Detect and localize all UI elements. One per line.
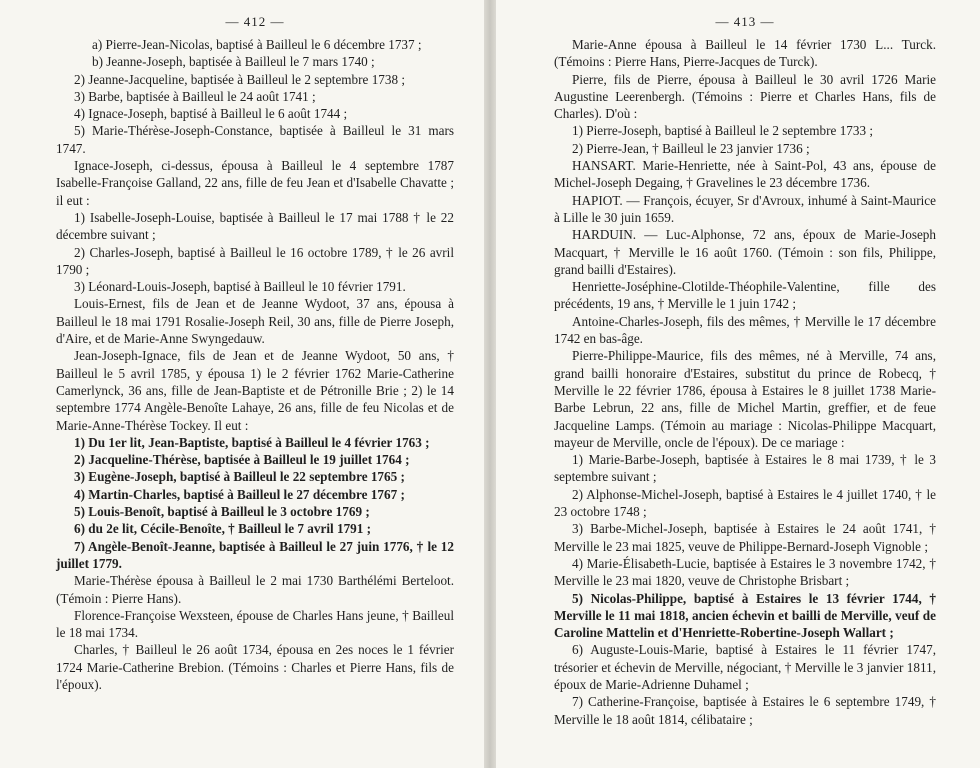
entry: 5) Louis-Benoît, baptisé à Bailleul le 3 octobre 1769 ; — [74, 504, 370, 520]
entry: 3) Eugène-Joseph, baptisé à Bailleul le 22 septembre 1765 ; — [74, 469, 405, 485]
entry: 1) Du 1er lit, Jean-Baptiste, baptisé à Bailleul le 4 février 1763 ; — [74, 434, 430, 450]
entry: Florence-Françoise Wexsteen, épouse de Charles Hans jeune, † Bailleul le 18 mai 1734. — [56, 607, 454, 641]
entry: 3) Léonard-Louis-Joseph, baptisé à Bailleul le 10 février 1791. — [74, 279, 406, 295]
entry: Louis-Ernest, fils de Jean et de Jeanne Wydoot, 37 ans, épousa à Bailleul le 18 mai 1791 Rosalie-Joseph Reil, 30 ans, fille de Pierre Joseph, d'Aire, et de Marie-Anne Swyngedauw. — [56, 296, 454, 347]
entry: 4) Ignace-Joseph, baptisé à Bailleul le 6 août 1744 ; — [74, 106, 348, 122]
entry: 2) Jacqueline-Thérèse, baptisée à Bailleul le 19 juillet 1764 ; — [74, 452, 410, 468]
left-page — [0, 0, 484, 768]
entry: Marie-Anne épousa à Bailleul le 14 février 1730 L... Turck. (Témoins : Pierre Hans, Pierre-Jacques de Turck). — [554, 37, 936, 70]
entry: Charles, † Bailleul le 26 août 1734, épousa en 2es noces le 1 février 1724 Marie-Catherine Brebion. (Témoins : Charles et Pierre Hans, fils de l'époux). — [56, 642, 454, 692]
entry: 5) Nicolas-Philippe, baptisé à Estaires le 13 février 1744, † Merville le 11 mai 1818, ancien échevin et bailli de Merville, veuf de Caroline Mattelin et d'Henriette-Robertine-Joseph Wallart ; — [554, 590, 936, 641]
entry: Antoine-Charles-Joseph, fils des mêmes, † Merville le 17 décembre 1742 en bas-âge. — [554, 313, 936, 347]
entry: Pierre, fils de Pierre, épousa à Bailleul le 30 avril 1726 Marie Augustine Leerenbergh. (Témoins : Pierre et Charles Hans, fils de Charles). D'où : — [554, 71, 936, 122]
entry: a) Pierre-Jean-Nicolas, baptisé à Bailleul le 6 décembre 1737 ; — [92, 37, 422, 52]
page-text — [554, 36, 936, 728]
page-number: — 412 — — [225, 14, 285, 29]
book-gutter — [484, 0, 496, 768]
entry: 2) Alphonse-Michel-Joseph, baptisé à Estaires le 4 juillet 1740, † le 23 octobre 1748 ; — [554, 486, 936, 520]
entry: 7) Angèle-Benoît-Jeanne, baptisée à Bailleul le 27 juin 1776, † le 12 juillet 1779. — [56, 538, 454, 571]
entry: Henriette-Joséphine-Clotilde-Théophile-Valentine, fille des précédents, 19 ans, † Merville le 1 juin 1742 ; — [554, 279, 936, 312]
page-number: — 413 — — [715, 14, 775, 29]
entry: 1) Pierre-Joseph, baptisé à Bailleul le 2 septembre 1733 ; — [572, 123, 874, 139]
entry: 3) Barbe, baptisée à Bailleul le 24 août 1741 ; — [74, 88, 316, 104]
entry: 4) Marie-Élisabeth-Lucie, baptisée à Estaires le 3 novembre 1742, † Merville le 23 mai 1820, veuve de Christophe Brisbart ; — [554, 555, 936, 589]
entry: 7) Catherine-Françoise, baptisée à Estaires le 6 septembre 1749, † Merville le 18 août 1814, célibataire ; — [554, 694, 936, 727]
entry: 2) Charles-Joseph, baptisé à Bailleul le 16 octobre 1789, † le 26 avril 1790 ; — [56, 244, 454, 277]
entry: 2) Pierre-Jean, † Bailleul le 23 janvier 1736 ; — [572, 140, 810, 156]
entry: 1) Isabelle-Joseph-Louise, baptisée à Bailleul le 17 mai 1788 † le 22 décembre suivant ; — [56, 209, 454, 243]
entry: Jean-Joseph-Ignace, fils de Jean et de Jeanne Wydoot, 50 ans, † Bailleul le 5 avril 1785, y épousa 1) le 2 février 1762 Marie-Catherine Camerlynck, 36 ans, fille de Jean-Baptiste et de Pétronille Brie ; 2) le 14 septembre 1774 Angèle-Benoîte Lahaye, 26 ans, fille de feu Nicolas et de Marie-Anne-Thérèse Tockey. Il eut : — [56, 348, 454, 433]
entry: 3) Barbe-Michel-Joseph, baptisée à Estaires le 24 août 1741, † Merville le 23 mai 1825, veuve de Philippe-Bernard-Joseph Vignoble ; — [554, 521, 936, 554]
page-text — [56, 36, 454, 693]
entry: Marie-Thérèse épousa à Bailleul le 2 mai 1730 Barthélémi Berteloot. (Témoin : Pierre Hans). — [56, 573, 454, 606]
entry: 6) Auguste-Louis-Marie, baptisé à Estaires le 11 février 1747, trésorier et échevin de Merville, négociant, † Merville le 3 janvier 1811, époux de Marie-Adrienne Duhamel ; — [554, 642, 936, 692]
entry: 1) Marie-Barbe-Joseph, baptisée à Estaires le 8 mai 1739, † le 3 septembre suivant ; — [554, 452, 936, 485]
entry: 5) Marie-Thérèse-Joseph-Constance, baptisée à Bailleul le 31 mars 1747. — [56, 123, 454, 156]
entry: 6) du 2e lit, Cécile-Benoîte, † Bailleul le 7 avril 1791 ; — [74, 521, 372, 537]
entry: Pierre-Philippe-Maurice, fils des mêmes, né à Merville, 74 ans, grand bailli honoraire d'Estaires, substitut du prince de Robecq, † Merville le 22 février 1786, épousa à Estaires le 8 juillet 1738 Marie-Barbe Lebrun, 22 ans, fille de Michel Martin, greffier, et de feue Jacqueline Lamps. (Témoin au mariage : Nicolas-Philippe Macquart, mayeur de Merville, oncle de l'époux). De ce mariage : — [554, 348, 936, 450]
entry: b) Jeanne-Joseph, baptisée à Bailleul le 7 mars 1740 ; — [92, 54, 375, 70]
entry: HARDUIN. — Luc-Alphonse, 72 ans, époux de Marie-Joseph Macquart, † Merville le 16 août 1760. (Témoin : son fils, Philippe, grand bailli d'Estaires). — [554, 227, 936, 277]
entry: HAPIOT. — François, écuyer, Sr d'Avroux, inhumé à Saint-Maurice à Lille le 30 juin 1659. — [554, 192, 936, 225]
right-page — [496, 0, 980, 768]
entry: HANSART. Marie-Henriette, née à Saint-Pol, 43 ans, épouse de Michel-Joseph Degaing, † Gravelines le 23 décembre 1736. — [554, 158, 936, 191]
entry: Ignace-Joseph, ci-dessus, épousa à Bailleul le 4 septembre 1787 Isabelle-Françoise Galland, 22 ans, fille de feu Jean et d'Isabelle Chavatte ; il eut : — [56, 158, 454, 208]
entry: 4) Martin-Charles, baptisé à Bailleul le 27 décembre 1767 ; — [74, 486, 405, 502]
entry: 2) Jeanne-Jacqueline, baptisée à Bailleul le 2 septembre 1738 ; — [74, 71, 406, 87]
